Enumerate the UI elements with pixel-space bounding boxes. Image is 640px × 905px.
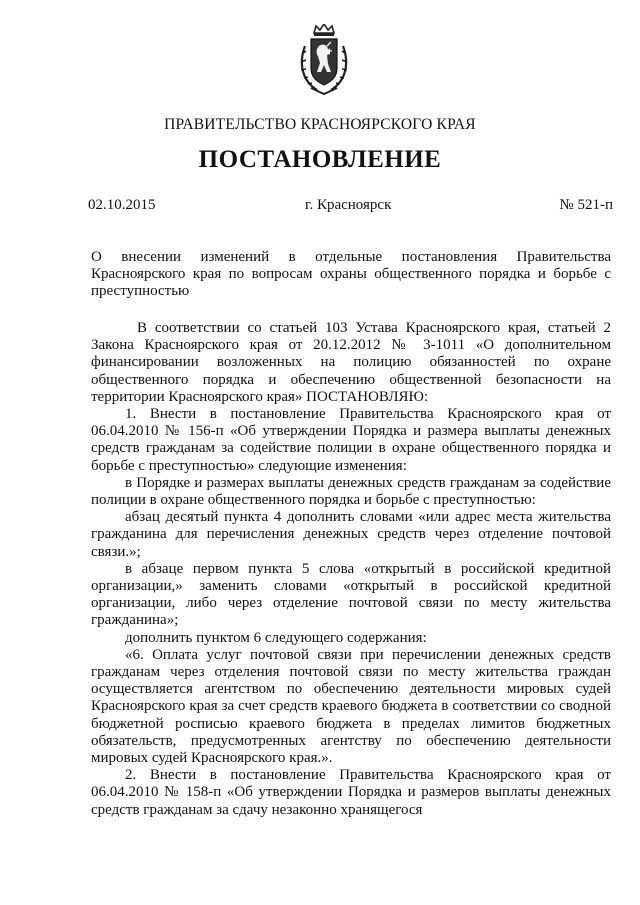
clause-4-amendment-paragraph: абзац десятый пункта 4 дополнить словами «или адрес места жительства гражданина для перечисления денежных средств через отделение почтовой связи.»;	[91, 509, 611, 560]
item-2-paragraph: 2. Внести в постановление Правительства Красноярского края от 06.04.2010 № 158-п «Об утверждении Порядка и размеров выплаты денежных средств гражданам за сдачу незаконно хранящегося	[91, 767, 611, 818]
clause-6-text-paragraph: «6. Оплата услуг почтовой связи при перечислении денежных средств гражданам через отделения почтовой связи по месту жительства граждан осуществляется агентством по обеспечению деятельности мировых судей Красноярского края за счет средств краевого бюджета в соответствии со сводной бюджетной росписью краевого бюджета в пределах лимитов бюджетных обязательств, предусмотренных агентству по обеспечению деятельности мировых судей Красноярского края.».	[91, 646, 611, 767]
krasnoyarsk-coat-of-arms-icon	[297, 24, 351, 96]
clause-5-amendment-paragraph: в абзаце первом пункта 5 слова «открытый в российской кредитной организации,» заменить словами «открытый в российской кредитной организации, либо через отделение почтовой связи по месту жительства гражданина»;	[91, 560, 611, 629]
document-body	[91, 320, 611, 819]
government-name: ПРАВИТЕЛЬСТВО КРАСНОЯРСКОГО КРАЯ	[164, 116, 476, 133]
document-city: г. Красноярск	[305, 197, 392, 213]
document-subject: О внесении изменений в отдельные постановления Правительства Красноярского края по вопросам охраны общественного порядка и борьбе с преступностью	[91, 249, 611, 299]
order-amendment-paragraph: в Порядке и размерах выплаты денежных средств гражданам за содействие полиции в охране общественного порядка и борьбе с преступностью:	[91, 474, 611, 509]
preamble-paragraph: В соответствии со статьей 103 Устава Красноярского края, статьей 2 Закона Красноярского края от 20.12.2012 № 3-1011 «О дополнительном финансировании возложенных на полицию обязанностей по охране общественного порядка и обеспечению общественной безопасности на территории Красноярского края» ПОСТАНОВЛЯЮ:	[91, 320, 611, 405]
document-date: 02.10.2015	[88, 197, 156, 213]
clause-6-intro-paragraph: дополнить пунктом 6 следующего содержания:	[125, 629, 427, 646]
document-number: № 521-п	[559, 197, 613, 213]
item-1-paragraph: 1. Внести в постановление Правительства Красноярского края от 06.04.2010 № 156-п «Об утверждении Порядка и размера выплаты денежных средств гражданам за содействие полиции в охране общественного порядка и борьбе с преступностью» следующие изменения:	[91, 406, 611, 474]
document-title: ПОСТАНОВЛЕНИЕ	[198, 146, 442, 173]
